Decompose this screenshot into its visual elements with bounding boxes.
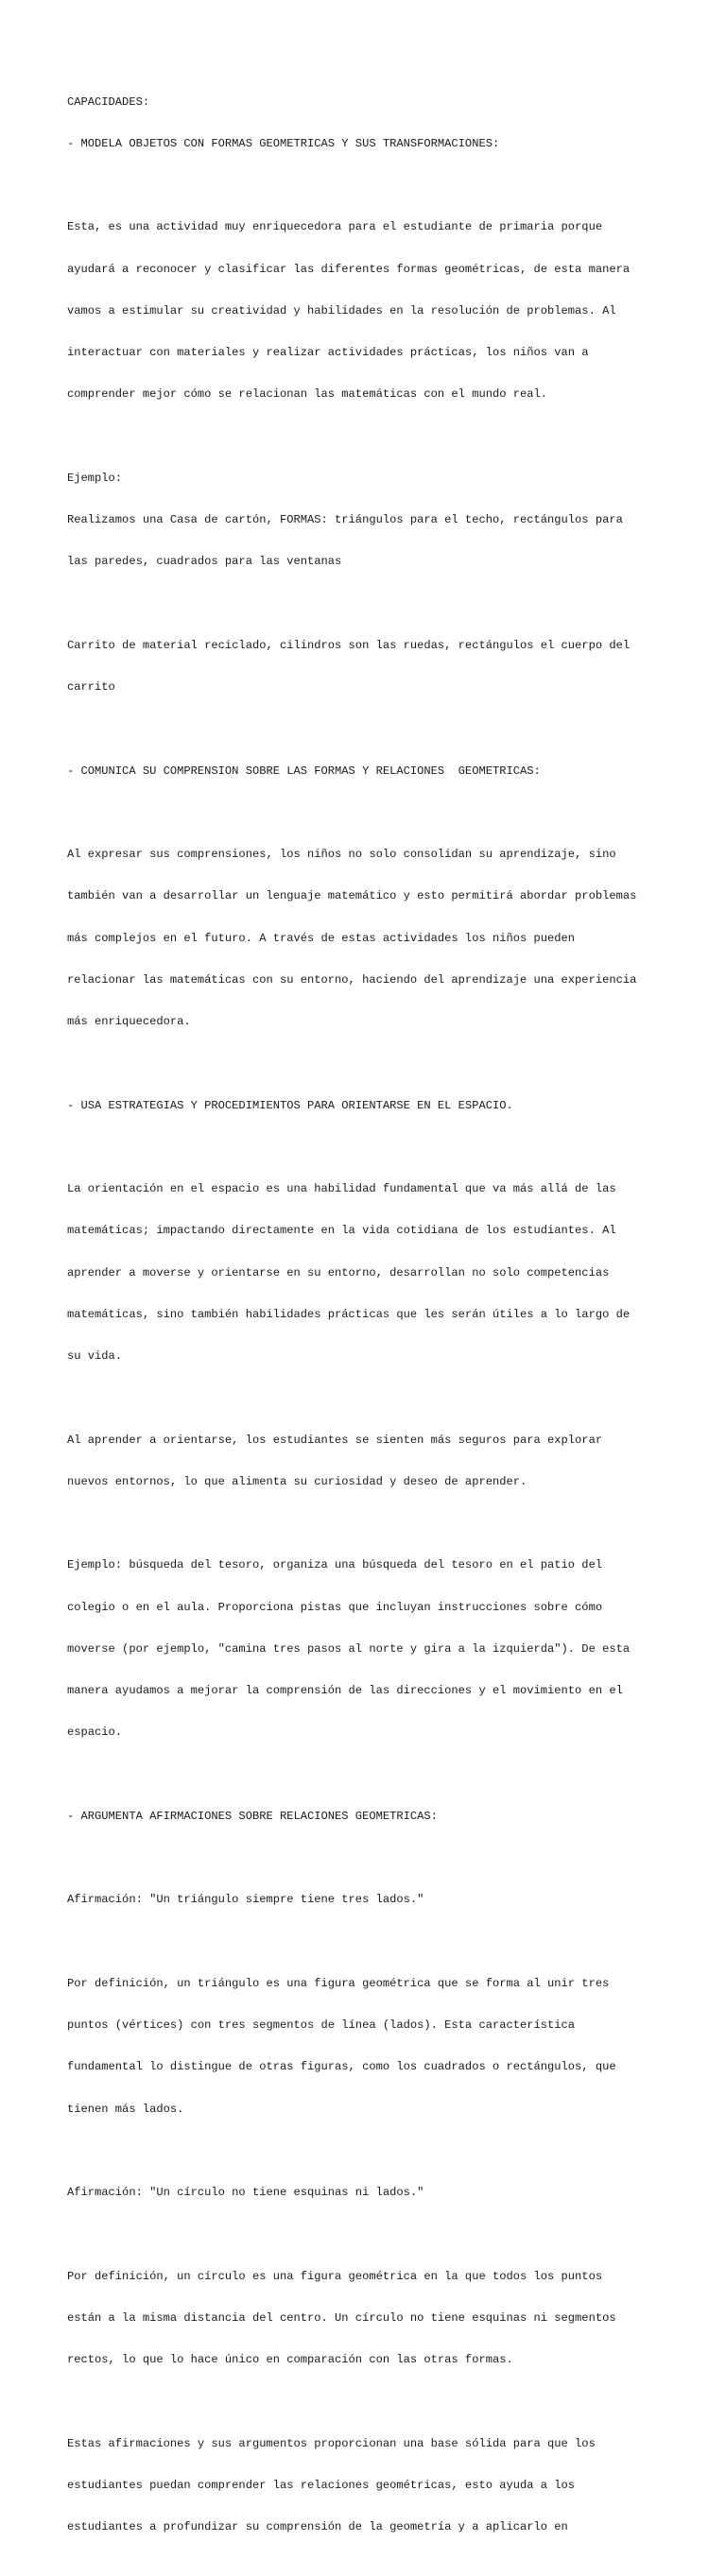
text-line: Por definición, un triángulo es una figura geométrica que se forma al unir tres xyxy=(67,1976,610,1990)
text-line: nuevos entornos, lo que alimenta su curiosidad y deseo de aprender. xyxy=(67,1474,527,1488)
text-line: interactuar con materiales y realizar actividades prácticas, los niños van a xyxy=(67,346,589,359)
paragraph-intro xyxy=(67,193,672,430)
paragraph-afirmacion-triangulo xyxy=(67,1865,672,1935)
text-line: más complejos en el futuro. A través de estas actividades los niños pueden xyxy=(67,931,576,945)
text-line: aprender a moverse y orientarse en su entorno, desarrollan no solo competencias xyxy=(67,1265,610,1279)
text-line: Al expresar sus comprensiones, los niños no solo consolidan su aprendizaje, sino xyxy=(67,848,616,861)
text-line: - COMUNICA SU COMPRENSION SOBRE LAS FORMAS Y RELACIONES GEOMETRICAS: xyxy=(67,764,541,778)
text-line: Por definición, un círculo es una figura geométrica en la que todos los puntos xyxy=(67,2269,603,2283)
text-line: su vida. xyxy=(67,1349,123,1363)
text-line: relacionar las matemáticas con su entorno, haciendo del aprendizaje una experiencia xyxy=(67,972,637,987)
heading-orientarse xyxy=(67,1071,672,1141)
text-line: Carrito de material reciclado, cilindros son las ruedas, rectángulos el cuerpo del xyxy=(67,638,631,652)
heading-comunica xyxy=(67,736,672,806)
paragraph-definicion-triangulo xyxy=(67,1949,672,2144)
paragraph-comprensiones xyxy=(67,820,672,1057)
text-line: Estas afirmaciones y sus argumentos proporcionan una base sólida para que los xyxy=(67,2436,596,2450)
text-line: matemáticas; impactando directamente en la vida cotidiana de los estudiantes. Al xyxy=(67,1224,616,1238)
paragraph-ejemplo-tesoro xyxy=(67,1531,672,1768)
text-line: fundamental lo distingue de otras figuras, como los cuadrados o rectángulos, que xyxy=(67,2060,616,2074)
text-line: están a la misma distancia del centro. Un círculo no tiene esquinas ni segmentos xyxy=(67,2310,616,2325)
text-line: Ejemplo: búsqueda del tesoro, organiza una búsqueda del tesoro en el patio del xyxy=(67,1558,603,1572)
text-line: La orientación en el espacio es una habilidad fundamental que va más allá de las xyxy=(67,1182,616,1195)
document-page xyxy=(67,67,672,2576)
text-line: estudiantes a profundizar su comprensión de la geometría y a aplicarlo en xyxy=(67,2520,568,2533)
text-line: colegio o en el aula. Proporciona pistas que incluyan instrucciones sobre cómo xyxy=(67,1600,603,1614)
paragraph-capacidades xyxy=(67,67,672,179)
text-line: Ejemplo: xyxy=(67,471,123,485)
paragraph-afirmacion-circulo xyxy=(67,2158,672,2228)
text-line: tienen más lados. xyxy=(67,2102,184,2116)
text-line: las paredes, cuadrados para las ventanas xyxy=(67,555,342,569)
text-line: Afirmación: "Un círculo no tiene esquinas ni lados." xyxy=(67,2186,424,2199)
text-line: moverse (por ejemplo, "camina tres pasos al norte y gira a la izquierda"). De esta xyxy=(67,1641,631,1656)
text-line: vamos a estimular su creatividad y habilidades en la resolución de problemas. Al xyxy=(67,303,616,318)
text-line: - ARGUMENTA AFIRMACIONES SOBRE RELACIONES GEOMETRICAS: xyxy=(67,1809,438,1823)
paragraph-conclusion xyxy=(67,2409,672,2562)
heading-argumenta xyxy=(67,1781,672,1851)
text-line: manera ayudamos a mejorar la comprensión de las direcciones y el movimiento en el xyxy=(67,1684,623,1697)
text-line: más enriquecedora. xyxy=(67,1015,191,1028)
text-line: espacio. xyxy=(67,1726,123,1740)
paragraph-ejemplo-casa xyxy=(67,443,672,596)
text-line: - MODELA OBJETOS CON FORMAS GEOMETRICAS Y SUS TRANSFORMACIONES: xyxy=(67,136,500,150)
text-line: matemáticas, sino también habilidades prácticas que les serán útiles a lo largo de xyxy=(67,1307,631,1321)
text-line: ayudará a reconocer y clasificar las diferentes formas geométricas, de esta manera xyxy=(67,262,631,276)
paragraph-definicion-circulo xyxy=(67,2241,672,2395)
text-line: Al aprender a orientarse, los estudiantes se sienten más seguros para explorar xyxy=(67,1433,603,1447)
text-line: CAPACIDADES: xyxy=(67,94,150,109)
text-line: comprender mejor cómo se relacionan las matemáticas con el mundo real. xyxy=(67,387,548,402)
text-line: estudiantes puedan comprender las relaciones geométricas, esto ayuda a los xyxy=(67,2478,576,2492)
text-line: carrito xyxy=(67,680,115,694)
text-line: puntos (vértices) con tres segmentos de línea (lados). Esta característica xyxy=(67,2018,576,2032)
text-line: también van a desarrollar un lenguaje matemático y esto permitirá abordar problemas xyxy=(67,889,637,903)
text-line: Esta, es una actividad muy enriquecedora para el estudiante de primaria porque xyxy=(67,220,603,234)
paragraph-orientacion xyxy=(67,1155,672,1392)
text-line: - USA ESTRATEGIAS Y PROCEDIMIENTOS PARA ORIENTARSE EN EL ESPACIO. xyxy=(67,1098,513,1112)
text-line: Realizamos una Casa de cartón, FORMAS: triángulos para el techo, rectángulos para xyxy=(67,513,623,526)
text-line: rectos, lo que lo hace único en comparación con las otras formas. xyxy=(67,2353,513,2366)
paragraph-seguros xyxy=(67,1405,672,1517)
paragraph-carrito xyxy=(67,610,672,722)
text-line: Afirmación: "Un triángulo siempre tiene tres lados." xyxy=(67,1893,424,1907)
